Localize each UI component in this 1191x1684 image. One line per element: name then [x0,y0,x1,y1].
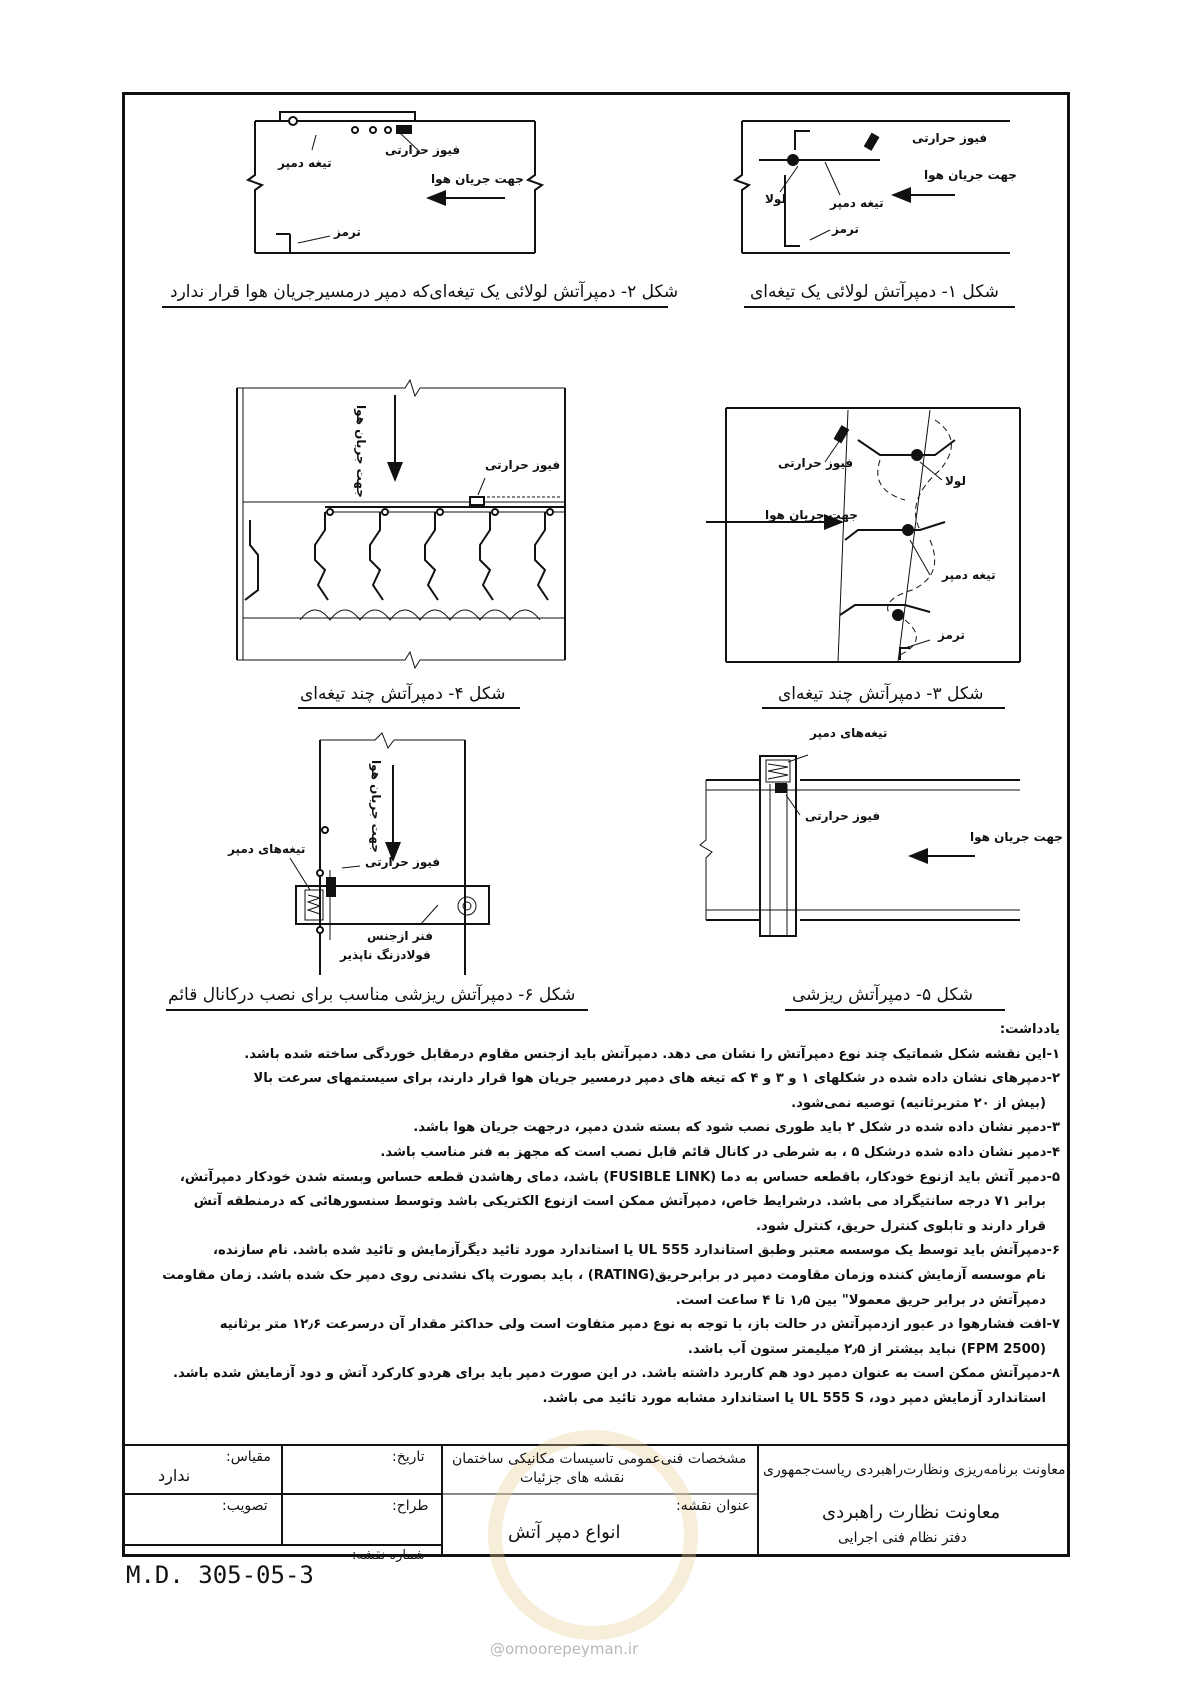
fig1-stop-label: ترمز [832,222,859,236]
fig4-fuse-label: فیوز حرارتی [485,458,561,472]
note-line: ۶-دمپرآتش باید توسط یک موسسه معتبر وطبق استاندارد UL 555 یا استاندارد مورد تائید دیگرآزمایش و تائید شده باشد. نام سازنده، [212,1243,1060,1259]
fig5-airflow-label: جهت جریان هوا [970,830,1063,844]
fig4-blade [535,512,548,600]
fig1-hinge-label: لولا [765,192,786,206]
fig4-caption: شکل ۴- دمپرآتش چند تیغه‌ای [300,684,506,704]
fig1-blade-label: تیغه دمپر [830,196,884,210]
note-line: ۵-دمپر آتش باید ازنوع خودکار، باقطعه حساس به دما (FUSIBLE LINK) باشد، دمای رهاشدن قطعه حساس وبسته شدن خودکار دمپرآتش، [179,1169,1060,1185]
fig3-blade-label: تیغه دمپر [942,568,996,582]
org-top-label: معاونت برنامه‌ریزی ونظارت‌راهبردی ریاست‌جمهوری [763,1462,1066,1478]
fig4-blade [425,512,438,600]
org-bot-label: دفتر نظام فنی اجرایی [838,1530,967,1546]
fig2-blade-label: تیغه دمپر [278,156,332,170]
figure-4-drawing [237,380,565,708]
fig5-caption: شکل ۵- دمپرآتش ریزشی [792,985,974,1005]
fig6-caption: شکل ۶- دمپرآتش ریزشی مناسب برای نصب درکانال قائم [168,985,576,1005]
note-line: ۳-دمپر نشان داده شده در شکل ۲ باید طوری نصب شود که بسته شدن دمپر، درجهت جریان هوا باشد. [413,1120,1060,1136]
note-line: ۷-افت فشارهوا در عبور ازدمپرآتش در حالت باز، با توجه به نوع دمپر متفاوت است ولی حداکثر مقدار آن درسرعت ۱۲٫۶ متر برثانیه [219,1317,1060,1333]
fig1-fuse-label: فیوز حرارتی [912,131,988,145]
fig3-stop-label: ترمز [938,628,965,642]
note-line: استاندارد آزمایش دمپر دود، UL 555 S یا استاندارد مشابه مورد تائید می باشد. [542,1390,1046,1406]
fig4-blade [480,512,493,600]
note-line: ۲-دمپرهای نشان داده شده در شکلهای ۱ و ۳ و ۴ که تیغه های دمپر درمسیر جریان هوا قرار دارند، برای سیستمهای سرعت بالا [253,1071,1060,1087]
fig3-caption: شکل ۳- دمپرآتش چند تیغه‌ای [778,684,984,704]
fig6-airflow-label: جهت جریان هوا [369,760,383,853]
drawing-no-label: شماره نقشه: [352,1548,425,1563]
note-line: قرار دارند و تابلوی کنترل حریق، کنترل شود. [755,1218,1046,1234]
note-line: دمپرآتش در برابر حریق معمولا" بین ۱٫۵ تا ۴ ساعت است. [675,1292,1046,1308]
fig4-blade-pivot [547,509,553,515]
note-line: برابر ۷۱ درجه سانتیگراد می باشد. درشرایط خاص، دمپرآتش ممکن است ازنوع الکتریکی باشد وتوسط سنسورهائی که درمنطقه آتش [193,1194,1046,1210]
fig2-airflow-label: جهت جریان هوا [431,172,524,186]
notes-title: یادداشت: [999,1022,1060,1037]
fig4-blade-pivot [327,509,333,515]
drawing-number: M.D. 305-05-3 [126,1561,314,1589]
watermark-text: @omoorepeyman.ir [490,1640,639,1658]
figure-2-drawing [162,112,668,307]
scale-value: ندارد [158,1466,191,1485]
fig6-fuse-label: فیوز حرارتی [365,855,441,869]
org-mid-label: معاونت نظارت راهبردی [822,1502,1001,1523]
fig4-blade-pivot [437,509,443,515]
fig1-airflow-label: جهت جریان هوا [924,168,1017,182]
fig4-blade-pivot [382,509,388,515]
scale-label: مقیاس: [226,1449,271,1465]
fig2-stop-label: ترمز [334,225,361,239]
fig4-blade-pivot [492,509,498,515]
figure-3-drawing [706,408,1020,708]
date-label: تاریخ: [392,1449,425,1465]
spec-line-2: نقشه های جزئیات [520,1470,625,1486]
note-line: ۴-دمپر نشان داده شده درشکل ۵ ، به شرطی در کانال قائم قابل نصب است که مجهز به فنر مناسب باشد. [380,1144,1060,1160]
note-line: (بیش از ۲۰ متربرثانیه) توصیه نمی‌شود. [791,1095,1046,1111]
fig2-fuse-label: فیوز حرارتی [385,143,461,157]
figure-5-drawing [700,755,1020,1010]
note-line: ۱-این نقشه شکل شماتیک چند نوع دمپرآتش را نشان می دهد. دمپرآتش باید ازجنس مقاوم درمقابل خوردگی ساخته شده باشد. [244,1046,1060,1062]
drawing-title: انواع دمپر آتش [508,1522,621,1543]
figure-1-drawing [735,121,1015,307]
fig6-blades-label: تیغه‌های دمپر [228,842,306,856]
fig6-spring-label-2: فولادزنگ ناپذیر [340,948,431,962]
fig5-blades-label: تیغه‌های دمپر [810,726,888,740]
note-line: (2500 FPM) نباید بیشتر از ۲٫۵ میلیمتر ستون آب باشد. [687,1341,1046,1357]
drawing-title-label: عنوان نقشه: [676,1498,751,1514]
fig6-spring-label-1: فنر ازجنس [367,929,433,943]
note-line: نام موسسه آزمایش کننده وزمان مقاومت دمپر در برابرحریق(RATING) ، باید بصورت پاک نشدنی روی دمپر حک شده باشد. زمان مقاومت [162,1267,1046,1283]
fig4-blade [370,512,383,600]
spec-line-1: مشخصات فنی‌عمومی تاسیسات مکانیکی ساختمان [452,1451,747,1467]
notes-section [130,1018,1060,1412]
fig4-blade [315,512,328,600]
fig3-fuse-label: فیوز حرارتی [778,456,854,470]
fig3-hinge-label: لولا [945,474,966,488]
fig2-caption: شکل ۲- دمپرآتش لولائی یک تیغه‌ای‌که دمپر درمسیرجریان هوا قرار ندارد [170,282,679,302]
fig4-airflow-label: جهت جریان هوا [354,405,368,498]
designer-label: طراح: [392,1498,429,1514]
fig1-caption: شکل ۱- دمپرآتش لولائی یک تیغه‌ای [750,282,999,302]
fig5-fuse-label: فیوز حرارتی [805,809,881,823]
fig3-airflow-label: جهت جریان هوا [765,508,858,522]
approval-label: تصویب: [222,1498,268,1514]
note-line: ۸-دمپرآتش ممکن است به عنوان دمپر دود هم کاربرد داشته باشد. در این صورت دمپر باید برای هردو کارکرد آتش و دود آزمایش شده باشد. [173,1366,1060,1382]
